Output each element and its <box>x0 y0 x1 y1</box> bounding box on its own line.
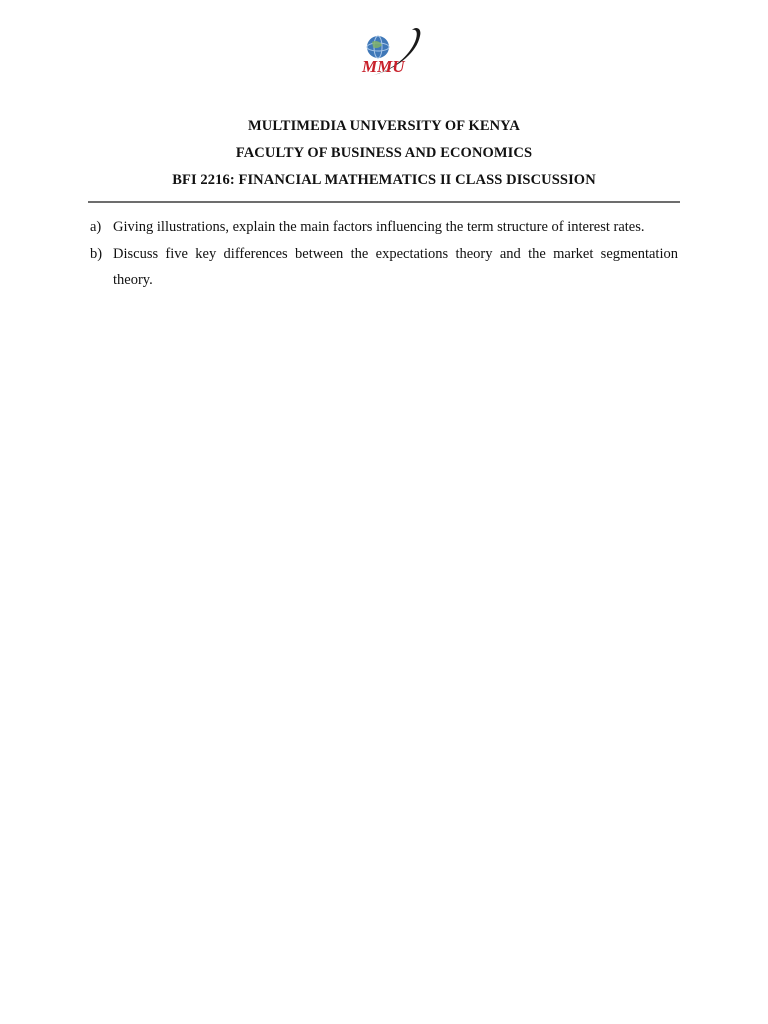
document-header <box>0 113 768 194</box>
university-logo <box>356 22 428 88</box>
university-name: MULTIMEDIA UNIVERSITY OF KENYA <box>248 118 520 134</box>
question-a <box>90 214 678 241</box>
course-title: BFI 2216: FINANCIAL MATHEMATICS II CLASS DISCUSSION <box>172 172 596 188</box>
logo-text: MMU <box>362 57 405 76</box>
header-divider <box>88 201 680 203</box>
question-marker: b) <box>90 245 103 262</box>
question-marker: a) <box>90 219 102 235</box>
question-text: Discuss five key differences between the expectations theory and the market segmentation theory. <box>113 245 678 288</box>
question-text: Giving illustrations, explain the main factors influencing the term structure of interest rates. <box>113 219 645 235</box>
question-b <box>90 241 678 294</box>
question-list <box>90 214 678 294</box>
faculty-name: FACULTY OF BUSINESS AND ECONOMICS <box>235 145 533 161</box>
